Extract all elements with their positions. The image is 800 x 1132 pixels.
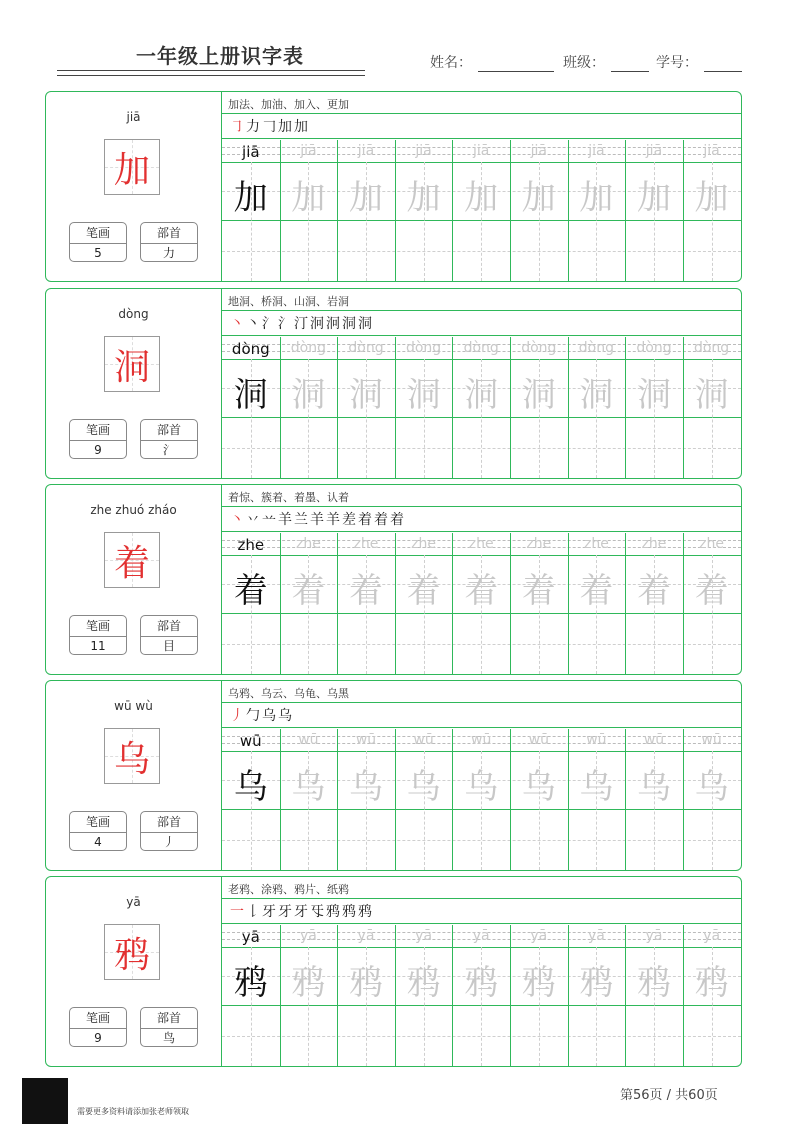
pinyin-cell: dòng bbox=[578, 340, 614, 356]
class-field[interactable] bbox=[563, 52, 649, 72]
radical-box bbox=[140, 615, 198, 655]
character-box bbox=[104, 139, 160, 195]
character: 加 bbox=[113, 149, 150, 191]
stroke-step: 着 bbox=[390, 512, 406, 528]
pinyin-cell: dòng bbox=[521, 340, 557, 356]
pinyin-cell: dòng bbox=[636, 340, 672, 356]
stroke-count-label: 笔画 bbox=[70, 1008, 126, 1029]
number-label: 学号： bbox=[656, 55, 698, 71]
pinyin-cell: wū bbox=[355, 732, 377, 748]
trace-character: 洞 bbox=[406, 375, 441, 415]
stroke-step: 丶 bbox=[230, 316, 246, 332]
radical-value: 力 bbox=[162, 246, 175, 260]
stroke-count-value: 5 bbox=[94, 246, 102, 260]
stroke-step: 兰 bbox=[294, 512, 310, 528]
pinyin-heading: yā bbox=[126, 895, 141, 909]
character-card bbox=[45, 680, 742, 871]
number-field[interactable] bbox=[656, 52, 742, 72]
stroke-step: 洞 bbox=[342, 316, 358, 332]
trace-character: 着 bbox=[694, 571, 729, 611]
pinyin-cell: zhe bbox=[641, 536, 667, 552]
trace-character: 鸦 bbox=[348, 963, 383, 1003]
stroke-step: 洞 bbox=[358, 316, 374, 332]
trace-character: 乌 bbox=[348, 767, 383, 807]
stroke-step: 丶 bbox=[246, 316, 262, 332]
page-number: 第56页 / 共60页 bbox=[620, 1088, 718, 1103]
stroke-step: 羊 bbox=[278, 512, 294, 528]
pinyin-cell: wū bbox=[413, 732, 434, 748]
stroke-count-value: 9 bbox=[94, 443, 102, 457]
stroke-step: 差 bbox=[342, 512, 358, 528]
trace-character: 鸦 bbox=[694, 963, 729, 1003]
stroke-count-box bbox=[69, 1007, 127, 1047]
name-field[interactable] bbox=[430, 52, 554, 72]
title-underline bbox=[57, 70, 365, 76]
stroke-step: 牙 bbox=[262, 904, 278, 920]
radical-value: 氵 bbox=[162, 443, 175, 457]
character: 着 bbox=[113, 542, 150, 584]
stroke-order bbox=[230, 313, 374, 333]
pinyin-cell: yā bbox=[241, 928, 260, 946]
pinyin-cell: wū bbox=[239, 732, 262, 750]
stroke-step: 乌 bbox=[278, 708, 294, 724]
stroke-step: 氵 bbox=[278, 316, 294, 332]
trace-character: 鸦 bbox=[636, 963, 671, 1003]
radical-box bbox=[140, 419, 198, 459]
stroke-step: 乌 bbox=[262, 708, 278, 724]
stroke-step: 鸦 bbox=[358, 904, 374, 920]
character: 鸦 bbox=[113, 934, 150, 976]
stroke-step: ㇆ bbox=[230, 119, 246, 135]
character-info bbox=[46, 681, 222, 870]
trace-character: 乌 bbox=[694, 767, 729, 807]
pinyin-cell: jiā bbox=[530, 143, 547, 159]
trace-character: 着 bbox=[636, 571, 671, 611]
example-words: 加法、加油、加入、更加 bbox=[228, 98, 349, 111]
trace-character: 鸦 bbox=[579, 963, 614, 1003]
character-info bbox=[46, 289, 222, 478]
stroke-count-label: 笔画 bbox=[70, 812, 126, 833]
radical-box bbox=[140, 1007, 198, 1047]
stroke-order bbox=[230, 901, 374, 921]
writing-grid bbox=[222, 729, 741, 870]
trace-character: 加 bbox=[521, 178, 556, 218]
pinyin-cell: dòng bbox=[290, 340, 326, 356]
pinyin-cell: dòng bbox=[231, 340, 270, 358]
radical-label: 部首 bbox=[141, 223, 197, 244]
stroke-step: 𠃌 bbox=[262, 119, 278, 135]
radical-label: 部首 bbox=[141, 616, 197, 637]
stroke-count-box bbox=[69, 419, 127, 459]
radical-value: 目 bbox=[162, 639, 175, 653]
pinyin-cell: yā bbox=[703, 928, 721, 944]
pinyin-cell: zhe bbox=[699, 536, 725, 552]
stroke-step: 泂 bbox=[310, 316, 326, 332]
stroke-count-box bbox=[69, 811, 127, 851]
trace-character: 乌 bbox=[406, 767, 441, 807]
pinyin-cell: wū bbox=[701, 732, 722, 748]
pinyin-cell: jiā bbox=[703, 143, 720, 159]
pinyin-cell: yā bbox=[587, 928, 605, 944]
pinyin-cell: dòng bbox=[463, 340, 499, 356]
trace-character: 着 bbox=[348, 571, 383, 611]
pinyin-cell: yā bbox=[357, 928, 375, 944]
name-blank[interactable] bbox=[478, 55, 554, 72]
pinyin-cell: zhe bbox=[526, 536, 552, 552]
trace-character: 加 bbox=[464, 178, 499, 218]
name-label: 姓名： bbox=[430, 55, 472, 71]
writing-grid bbox=[222, 925, 741, 1066]
stroke-order bbox=[230, 509, 406, 529]
trace-character: 鸦 bbox=[406, 963, 441, 1003]
class-label: 班级： bbox=[563, 55, 605, 71]
stroke-step: 一 bbox=[230, 904, 246, 920]
practice-area bbox=[222, 485, 741, 674]
pinyin-cell: yā bbox=[530, 928, 548, 944]
pinyin-cell: dòng bbox=[405, 340, 442, 356]
pinyin-cell: zhe bbox=[295, 536, 321, 552]
stroke-count-label: 笔画 bbox=[70, 223, 126, 244]
character-card bbox=[45, 876, 742, 1067]
pinyin-cell: jiā bbox=[588, 143, 605, 159]
trace-character: 着 bbox=[464, 571, 499, 611]
pinyin-cell: yā bbox=[472, 928, 490, 944]
example-words: 乌鸦、乌云、乌龟、乌黑 bbox=[228, 687, 349, 700]
example-words: 着惊、簇着、着墨、认着 bbox=[228, 491, 349, 504]
number-blank[interactable] bbox=[704, 55, 742, 72]
trace-character: 加 bbox=[694, 178, 729, 218]
class-blank[interactable] bbox=[611, 55, 649, 72]
stroke-step: 𠄌 bbox=[246, 904, 262, 920]
practice-area bbox=[222, 92, 741, 281]
pinyin-cell: zhe bbox=[353, 536, 379, 552]
pinyin-heading: wū wù bbox=[114, 699, 153, 713]
pinyin-cell: zhe bbox=[411, 536, 437, 552]
stroke-step: 加 bbox=[278, 119, 294, 135]
stroke-count-box bbox=[69, 222, 127, 262]
character-box bbox=[104, 532, 160, 588]
character-box bbox=[104, 728, 160, 784]
writing-grid bbox=[222, 140, 741, 281]
trace-character: 乌 bbox=[579, 767, 614, 807]
trace-character: 加 bbox=[348, 178, 383, 218]
pinyin-cell: yā bbox=[415, 928, 433, 944]
stroke-count-value: 4 bbox=[94, 835, 102, 849]
pinyin-heading: zhe zhuó zháo bbox=[90, 503, 177, 517]
pinyin-cell: wū bbox=[586, 732, 607, 748]
pinyin-cell: dòng bbox=[693, 340, 730, 356]
trace-character: 鸦 bbox=[291, 963, 326, 1003]
pinyin-cell: yā bbox=[299, 928, 317, 944]
stroke-step: 䒑 bbox=[262, 512, 278, 528]
trace-character: 乌 bbox=[464, 767, 499, 807]
practice-area bbox=[222, 681, 741, 870]
pinyin-cell: yā bbox=[645, 928, 663, 944]
pinyin-cell: jiā bbox=[415, 143, 432, 159]
stroke-step: 汀 bbox=[294, 316, 310, 332]
trace-character: 洞 bbox=[464, 375, 499, 415]
stroke-step: 力 bbox=[246, 119, 262, 135]
pinyin-cell: wū bbox=[298, 732, 319, 748]
pinyin-cell: zhe bbox=[237, 536, 265, 554]
trace-character: 加 bbox=[636, 178, 671, 218]
page-title: 一年级上册识字表 bbox=[136, 44, 304, 68]
stroke-step: 鸦 bbox=[326, 904, 342, 920]
stroke-step: 氵 bbox=[262, 316, 278, 332]
trace-character: 洞 bbox=[636, 375, 671, 415]
radical-label: 部首 bbox=[141, 420, 197, 441]
model-character: 洞 bbox=[233, 375, 268, 415]
trace-character: 洞 bbox=[348, 375, 383, 415]
trace-character: 加 bbox=[291, 178, 326, 218]
trace-character: 乌 bbox=[636, 767, 671, 807]
pinyin-heading: dòng bbox=[118, 307, 149, 321]
trace-character: 乌 bbox=[291, 767, 326, 807]
radical-label: 部首 bbox=[141, 812, 197, 833]
trace-character: 洞 bbox=[694, 375, 729, 415]
character-info bbox=[46, 92, 222, 281]
stroke-order bbox=[230, 705, 294, 725]
character: 乌 bbox=[113, 738, 150, 780]
pinyin-cell: wū bbox=[471, 732, 492, 748]
pinyin-heading: jiā bbox=[126, 110, 141, 124]
writing-grid bbox=[222, 533, 741, 674]
stroke-count-value: 11 bbox=[90, 639, 106, 653]
stroke-step: 勹 bbox=[246, 708, 262, 724]
pinyin-cell: jiā bbox=[645, 143, 663, 159]
example-words: 老鸦、涂鸦、鸦片、纸鸦 bbox=[228, 883, 349, 896]
character-card bbox=[45, 484, 742, 675]
trace-character: 鸦 bbox=[464, 963, 499, 1003]
stroke-step: 牙 bbox=[278, 904, 294, 920]
stroke-step: 羊 bbox=[326, 512, 342, 528]
stroke-step: 着 bbox=[374, 512, 390, 528]
stroke-step: 丶 bbox=[230, 512, 246, 528]
stroke-step: 羊 bbox=[310, 512, 326, 528]
radical-value: 鸟 bbox=[162, 1031, 175, 1045]
pinyin-cell: wū bbox=[643, 732, 665, 748]
character-info bbox=[46, 877, 222, 1066]
radical-value: 丿 bbox=[162, 835, 175, 849]
trace-character: 洞 bbox=[291, 375, 326, 415]
pinyin-cell: wū bbox=[528, 732, 549, 748]
character-info bbox=[46, 485, 222, 674]
pinyin-cell: zhe bbox=[468, 536, 494, 552]
stroke-count-box bbox=[69, 615, 127, 655]
trace-character: 着 bbox=[579, 571, 614, 611]
pinyin-cell: dòng bbox=[348, 340, 384, 356]
pinyin-cell: jiā bbox=[242, 143, 260, 161]
trace-character: 着 bbox=[521, 571, 556, 611]
stroke-count-value: 9 bbox=[94, 1031, 102, 1045]
stroke-step: 丷 bbox=[246, 512, 262, 528]
radical-label: 部首 bbox=[141, 1008, 197, 1029]
radical-box bbox=[140, 811, 198, 851]
character-box bbox=[104, 924, 160, 980]
radical-box bbox=[140, 222, 198, 262]
stroke-step: 泂 bbox=[326, 316, 342, 332]
stroke-step: 加 bbox=[294, 119, 310, 135]
pinyin-cell: jiā bbox=[300, 143, 317, 159]
stroke-step: 着 bbox=[358, 512, 374, 528]
stroke-count-label: 笔画 bbox=[70, 616, 126, 637]
trace-character: 鸦 bbox=[521, 963, 556, 1003]
trace-character: 加 bbox=[579, 178, 614, 218]
model-character: 乌 bbox=[233, 767, 268, 807]
stroke-step: 㸦 bbox=[310, 904, 326, 920]
example-words: 地洞、桥洞、山洞、岩洞 bbox=[228, 295, 349, 308]
trace-character: 着 bbox=[406, 571, 441, 611]
trace-character: 洞 bbox=[579, 375, 614, 415]
pinyin-cell: jiā bbox=[473, 143, 490, 159]
character: 洞 bbox=[113, 346, 150, 388]
trace-character: 洞 bbox=[521, 375, 556, 415]
stroke-count-label: 笔画 bbox=[70, 420, 126, 441]
model-character: 着 bbox=[233, 571, 268, 611]
pinyin-cell: zhe bbox=[583, 536, 609, 552]
character-box bbox=[104, 336, 160, 392]
trace-character: 着 bbox=[291, 571, 326, 611]
practice-area bbox=[222, 289, 741, 478]
stroke-step: 牙 bbox=[294, 904, 310, 920]
trace-character: 乌 bbox=[521, 767, 556, 807]
trace-character: 加 bbox=[406, 178, 441, 218]
character-card bbox=[45, 288, 742, 479]
footer-note: 需要更多资料请添加张老师领取 bbox=[77, 1107, 189, 1116]
qr-code bbox=[22, 1078, 68, 1124]
stroke-order bbox=[230, 116, 310, 136]
pinyin-cell: jiā bbox=[357, 143, 375, 159]
writing-grid bbox=[222, 337, 741, 478]
stroke-step: 丿 bbox=[230, 708, 246, 724]
model-character: 加 bbox=[233, 178, 268, 218]
character-card bbox=[45, 91, 742, 282]
practice-area bbox=[222, 877, 741, 1066]
model-character: 鸦 bbox=[233, 963, 268, 1003]
stroke-step: 鸦 bbox=[342, 904, 358, 920]
